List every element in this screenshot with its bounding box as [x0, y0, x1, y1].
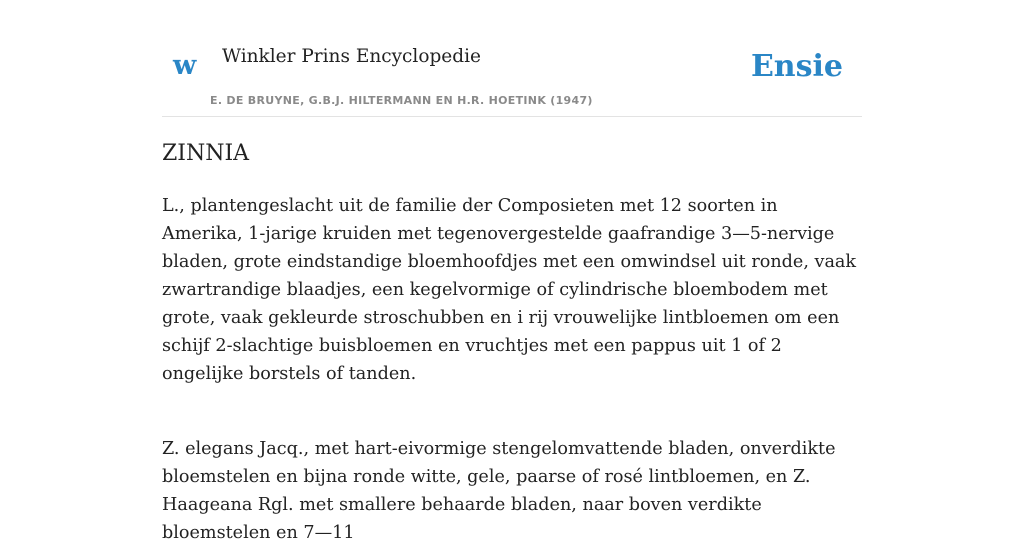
publication-logo-icon[interactable]: w — [173, 50, 197, 81]
entry-title: ZINNIA — [162, 141, 250, 166]
entry-paragraph: L., plantengeslacht uit de familie der Composieten met 12 soorten in Amerika, 1-jarige kruiden met tegenovergestelde gaafrandige 3—5-nervige bladen, grote eindstandige bloemhoofdjes met een omwindsel uit ronde, vaak zwartrandige blaadjes, een kegelvormige of cylindrische bloembodem met grote, vaak gekleurde stroschubben en i rij vrouwelijke lintbloemen om een schijf 2-slachtige buisbloemen en vruchtjes met een pappus uit 1 of 2 ongelijke borstels of tanden. — [162, 196, 857, 384]
publication-authors: E. DE BRUYNE, G.B.J. HILTERMANN EN H.R. HOETINK (1947) — [210, 94, 593, 107]
site-header — [162, 0, 862, 117]
entry-paragraph: Z. elegans Jacq., met hart-eivormige stengelomvattende bladen, onverdikte bloemstelen en bijna ronde witte, gele, paarse of rosé lintbloemen, en Z. Haageana Rgl. met smallere behaarde bladen, naar boven verdikte bloemstelen en 7—11 — [162, 439, 836, 543]
publication-title[interactable]: Winkler Prins Encyclopedie — [222, 46, 481, 67]
ensie-logo[interactable]: Ensie — [750, 49, 843, 84]
